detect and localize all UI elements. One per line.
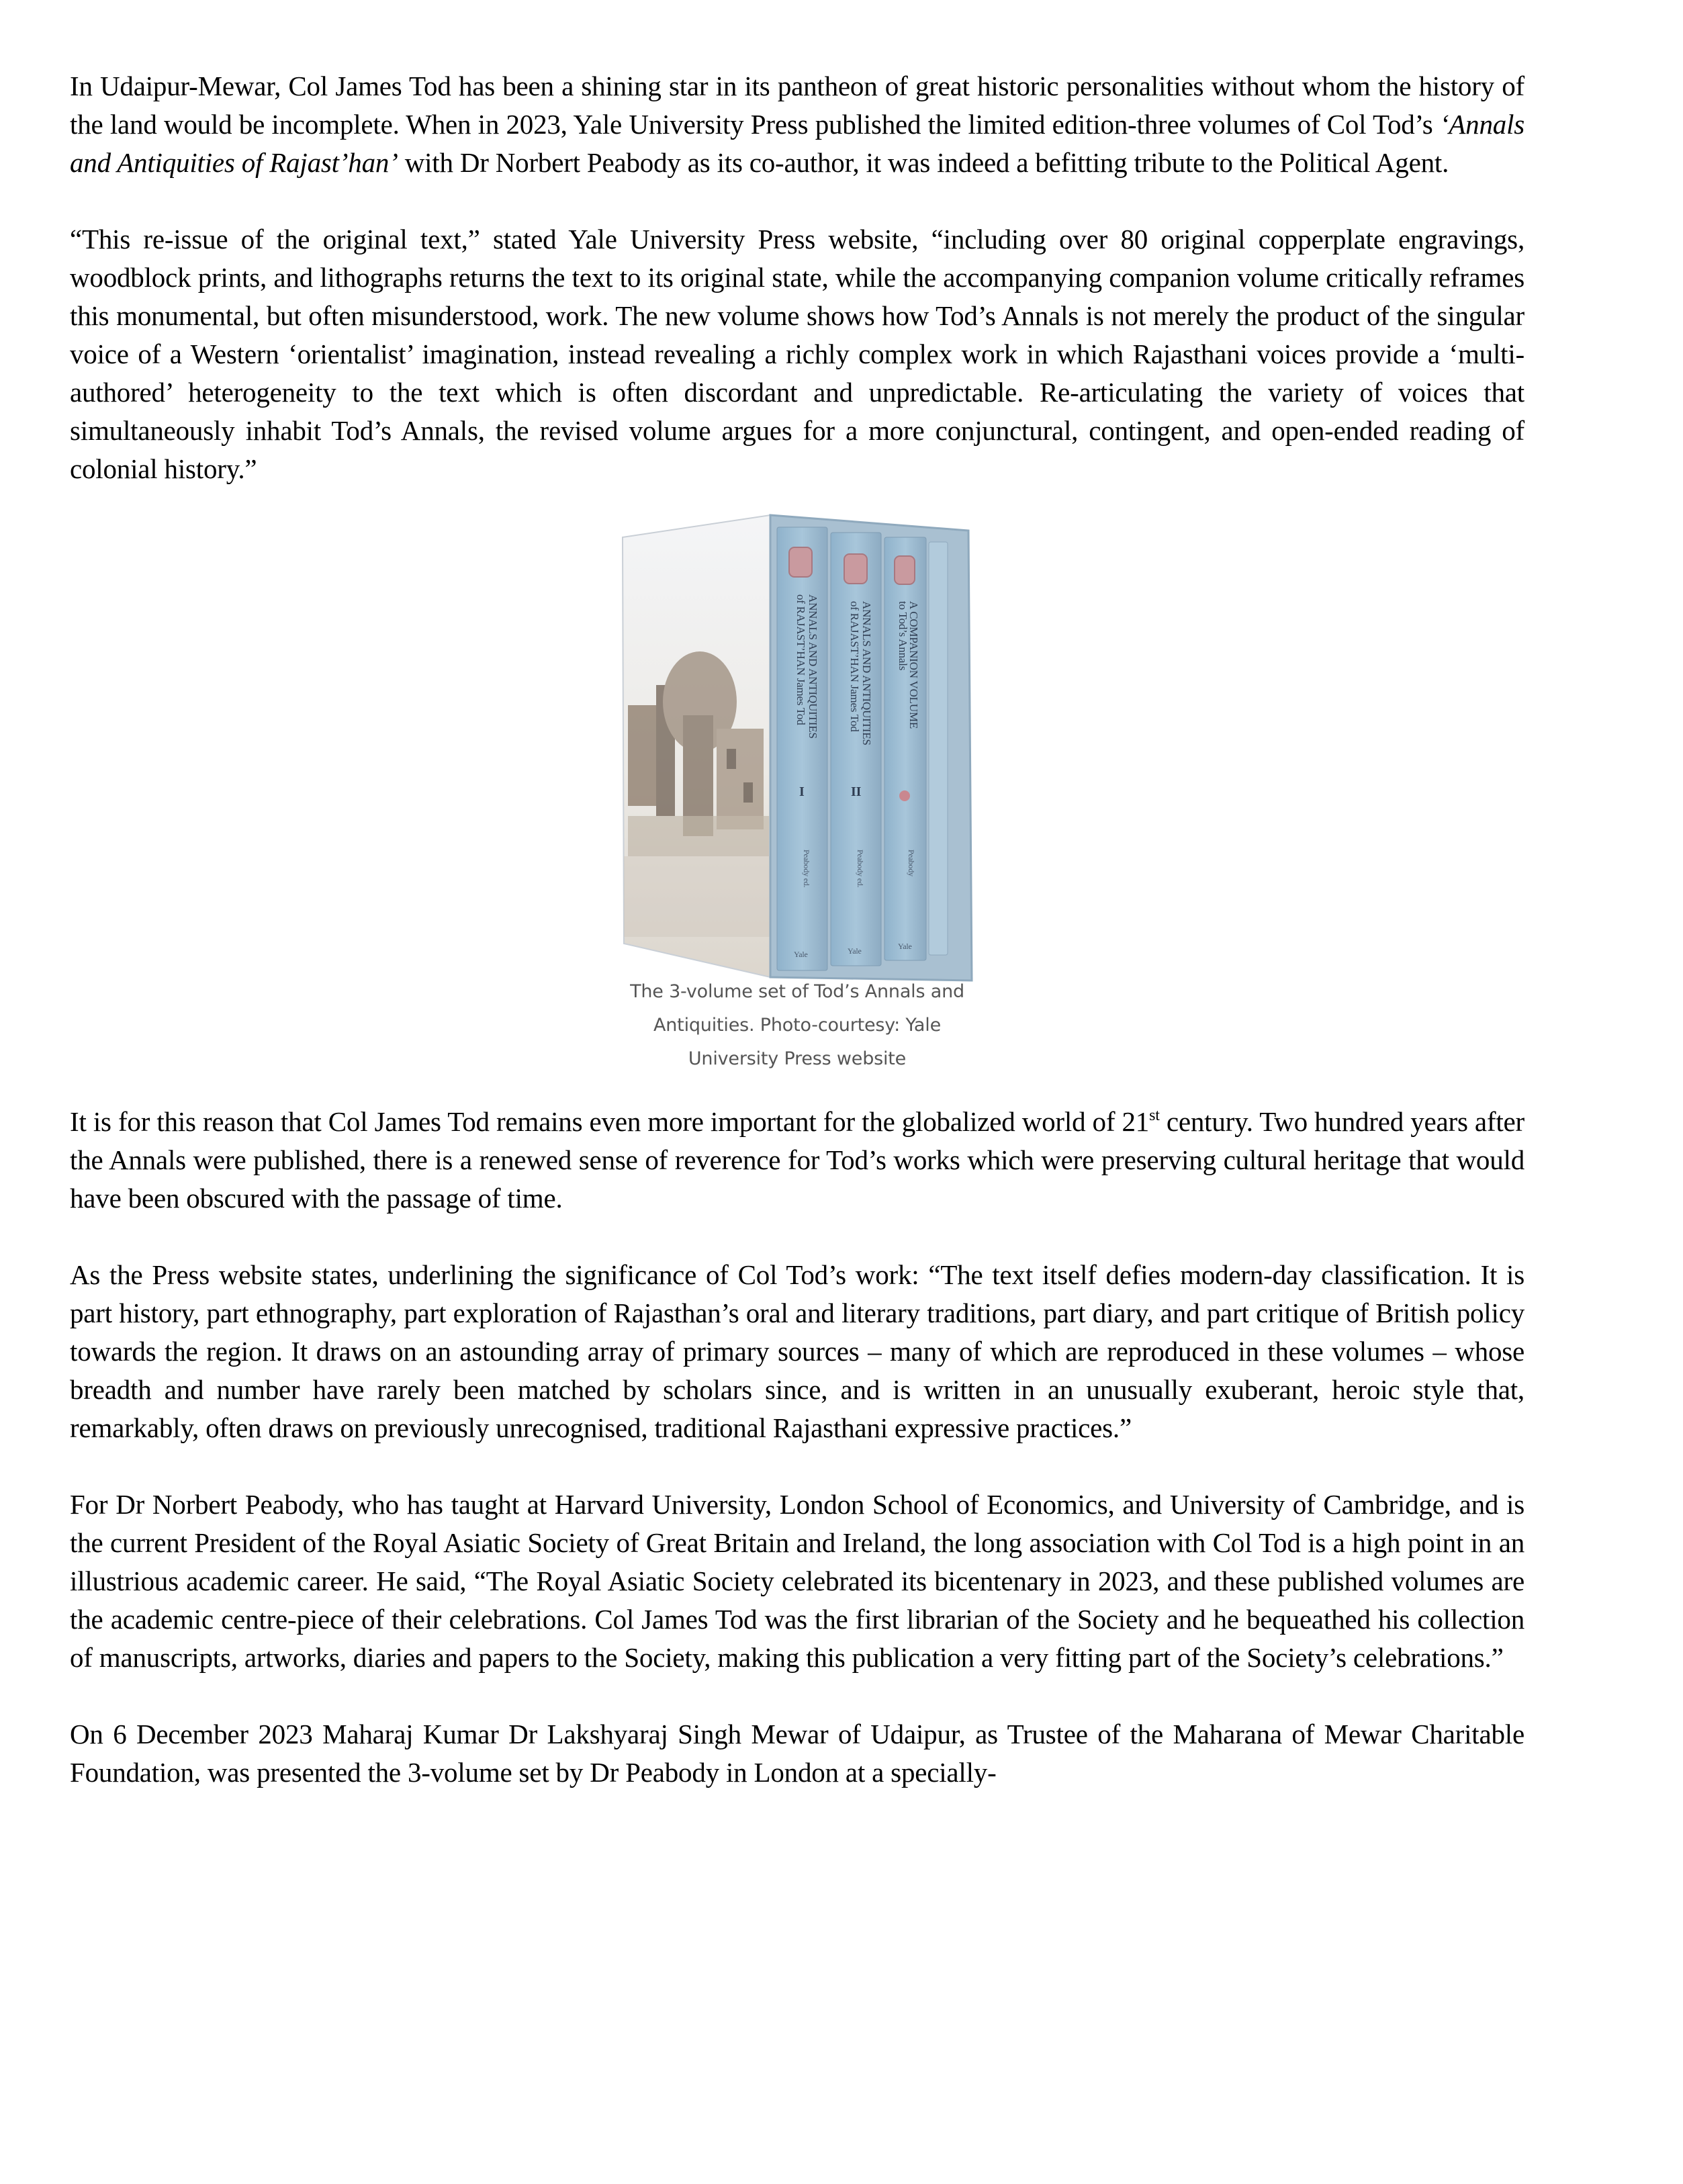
svg-text:Peabody ed.: Peabody ed. bbox=[802, 850, 811, 888]
svg-text:ANNALS AND ANTIQUITIES: ANNALS AND ANTIQUITIES bbox=[860, 601, 873, 745]
document-page bbox=[70, 67, 1525, 1792]
paragraph-21st-century: It is for this reason that Col James Tod remains even more important for the globalized world of 21st century. Two hundred years after the Annals were published, there is a renewed sense of reverence for Tod’s works which were preserving cultural heritage that would have been obscured with the passage of time. bbox=[70, 1106, 1525, 1214]
svg-text:A COMPANION VOLUME: A COMPANION VOLUME bbox=[907, 601, 920, 729]
svg-text:Yale: Yale bbox=[898, 942, 912, 951]
figure-caption: The 3-volume set of Tod’s Annals and Antiquities. Photo-courtesy: Yale University Press website bbox=[630, 981, 964, 1069]
book-set-photo bbox=[609, 500, 985, 994]
svg-text:II: II bbox=[851, 784, 862, 799]
svg-text:to Tod’s Annals: to Tod’s Annals bbox=[897, 601, 909, 671]
svg-text:ANNALS AND ANTIQUITIES: ANNALS AND ANTIQUITIES bbox=[807, 594, 819, 739]
svg-text:I: I bbox=[799, 784, 805, 799]
svg-text:Peabody ed.: Peabody ed. bbox=[856, 850, 865, 888]
svg-text:Peabody: Peabody bbox=[907, 850, 916, 876]
boxed-book-set-image bbox=[609, 500, 985, 994]
svg-text:Yale: Yale bbox=[794, 950, 808, 959]
svg-text:Yale: Yale bbox=[848, 946, 862, 956]
book-title-italic: ‘Annals and Antiquities of Rajast’han’ bbox=[70, 109, 1525, 178]
paragraph-december-presentation: On 6 December 2023 Maharaj Kumar Dr Lakshyaraj Singh Mewar of Udaipur, as Trustee of the Maharana of Mewar Charitable Foundation, was presented the 3-volume set by Dr Peabody in London at a specially- bbox=[70, 1719, 1525, 1788]
svg-text:of RAJAST’HAN James Tod: of RAJAST’HAN James Tod bbox=[794, 594, 807, 725]
paragraph-intro: In Udaipur-Mewar, Col James Tod has been a shining star in its pantheon of great historic personalities without whom the history of the land would be incomplete. When in 2023, Yale University Press published the limited edition-three volumes of Col Tod’s ‘Annals and Antiquities of Rajast’han’ with Dr Norbert Peabody as its co-author, it was indeed a befitting tribute to the Political Agent. bbox=[70, 71, 1525, 178]
paragraph-press-website: As the Press website states, underlining the significance of Col Tod’s work: “The text itself defies modern-day classification. It is part history, part ethnography, part exploration of Rajasthan’s oral and literary traditions, part diary, and part critique of British policy towards the region. It draws on an astounding array of primary sources – many of which are reproduced in these volumes – whose breadth and number have rarely been matched by scholars since, and is written in an unusually exuberant, heroic style that, remarkably, often draws on previously unrecognised, traditional Rajasthani expressive practices.” bbox=[70, 1259, 1525, 1443]
book-set-figure bbox=[70, 500, 1525, 1076]
svg-text:of RAJAST’HAN James Tod: of RAJAST’HAN James Tod bbox=[848, 601, 861, 732]
paragraph-yale-quote: “This re-issue of the original text,” stated Yale University Press website, “including over 80 original copperplate engravings, woodblock prints, and lithographs returns the text to its original state, while the accompanying companion volume critically reframes this monumental, but often misunderstood, work. The new volume shows how Tod’s Annals is not merely the product of the singular voice of a Western ‘orientalist’ imagination, instead revealing a richly complex work in which Rajasthani voices provide a ‘multi-authored’ heterogeneity to the text which is often discordant and unpredictable. Re-articulating the variety of voices that simultaneously inhabit Tod’s Annals, the revised volume argues for a more conjunctural, contingent, and open-ended reading of colonial history.” bbox=[70, 224, 1525, 484]
paragraph-peabody: For Dr Norbert Peabody, who has taught at Harvard University, London School of Economics, and University of Cambridge, and is the current President of the Royal Asiatic Society of Great Britain and Ireland, the long association with Col Tod is a high point in an illustrious academic career. He said, “The Royal Asiatic Society celebrated its bicentenary in 2023, and these published volumes are the academic centre-piece of their celebrations. Col James Tod was the first librarian of the Society and he bequeathed his collection of manuscripts, artworks, diaries and papers to the Society, making this publication a very fitting part of the Society’s celebrations.” bbox=[70, 1489, 1525, 1673]
